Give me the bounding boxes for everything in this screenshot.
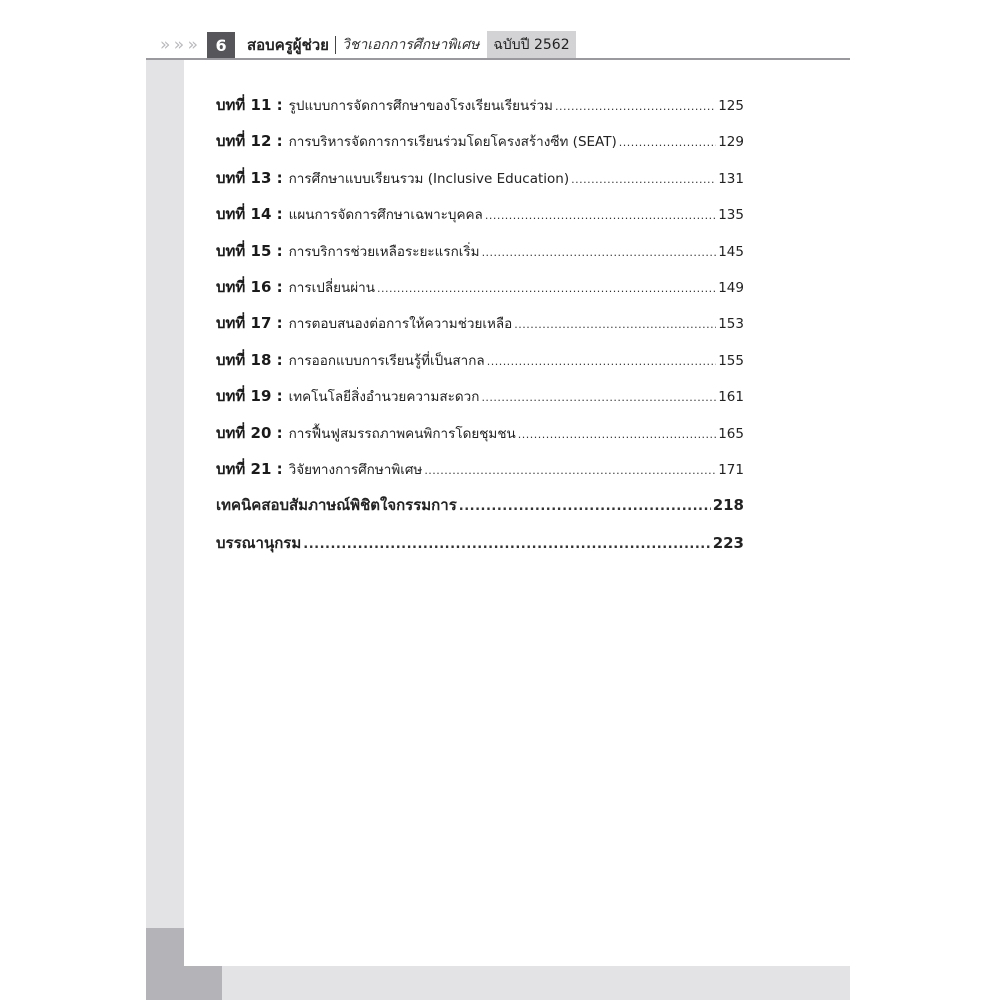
dot-leader — [518, 428, 716, 441]
toc-chapter-label: บทที่ 11 : — [216, 96, 283, 114]
header-rule — [146, 58, 850, 60]
toc-entry-title: การเปลี่ยนผ่าน — [288, 279, 375, 296]
toc-page-number: 171 — [718, 461, 744, 478]
toc-entry-title: การออกแบบการเรียนรู้ที่เป็นสากล — [288, 352, 485, 369]
toc-page-number: 125 — [718, 98, 744, 114]
dot-leader — [424, 464, 716, 477]
toc-entry-title: แผนการจัดการศึกษาเฉพาะบุคคล — [288, 207, 483, 224]
dot-leader — [619, 136, 716, 149]
edition-badge: ฉบับปี 2562 — [487, 31, 575, 59]
toc-entry-title: การบริหารจัดการการเรียนร่วมโดยโครงสร้างซีท (SEAT) — [288, 134, 617, 151]
toc-page-number: 165 — [718, 425, 744, 442]
bottom-margin-band — [146, 966, 850, 1000]
toc-chapter-label: บทที่ 12 : — [216, 132, 283, 151]
toc-entry — [216, 129, 744, 165]
toc-entry-title: เทคนิคสอบสัมภาษณ์พิชิตใจกรรมการ — [216, 496, 457, 515]
toc-entry — [216, 239, 744, 275]
page-header — [160, 32, 850, 58]
chevrons-icon: » » » — [160, 35, 198, 55]
toc-chapter-label: บทที่ 19 : — [216, 387, 283, 406]
dot-leader — [487, 355, 716, 368]
toc-chapter-label: บทที่ 17 : — [216, 314, 283, 333]
dot-leader — [555, 100, 716, 113]
toc-chapter-label: บทที่ 18 : — [216, 350, 283, 369]
toc-page-number: 135 — [718, 207, 744, 224]
left-margin-band — [146, 58, 184, 968]
header-divider — [335, 36, 336, 54]
toc-entry — [216, 348, 744, 384]
dot-leader — [482, 246, 716, 259]
dot-leader — [459, 499, 711, 514]
toc-entry — [216, 275, 744, 311]
dot-leader — [571, 173, 716, 186]
toc-entry-title: การตอบสนองต่อการให้ความช่วยเหลือ — [288, 316, 513, 333]
toc-page-number: 161 — [718, 389, 744, 406]
toc-entry-title: การฟื้นฟูสมรรถภาพคนพิการโดยชุมชน — [288, 425, 516, 442]
bottom-margin-band-accent — [146, 966, 222, 1000]
toc-chapter-label: บทที่ 20 : — [216, 423, 283, 442]
toc-entry-title: การศึกษาแบบเรียนรวม (Inclusive Education) — [288, 170, 570, 187]
toc-chapter-label: บทที่ 13 : — [216, 168, 283, 187]
toc-page-number: 131 — [718, 170, 744, 187]
toc-entry-title: บรรณานุกรม — [216, 534, 302, 553]
toc-chapter-label: บทที่ 15 : — [216, 241, 283, 260]
toc-entry-title: วิจัยทางการศึกษาพิเศษ — [288, 461, 423, 478]
toc-entry — [216, 166, 744, 202]
dot-leader — [485, 209, 716, 222]
toc-entry-title: การบริการช่วยเหลือระยะแรกเริ่ม — [288, 243, 480, 260]
dot-leader — [377, 282, 716, 295]
subject-title: วิชาเอกการศึกษาพิเศษ — [341, 37, 480, 53]
page-number: 6 — [207, 32, 235, 58]
toc-page-number: 145 — [718, 243, 744, 260]
toc-chapter-label: บทที่ 14 : — [216, 205, 283, 224]
toc-page-number: 155 — [718, 352, 744, 369]
toc-entry — [216, 311, 744, 347]
toc-entry — [216, 93, 744, 129]
dot-leader — [481, 391, 716, 404]
toc-page-number: 149 — [718, 279, 744, 296]
toc-entry — [216, 202, 744, 238]
toc-entry — [216, 421, 744, 457]
book-title: สอบครูผู้ช่วย — [247, 36, 329, 54]
toc-chapter-label: บทที่ 21 : — [216, 459, 283, 478]
toc-page-number: 129 — [718, 134, 744, 151]
toc-entry — [216, 384, 744, 420]
toc-chapter-label: บทที่ 16 : — [216, 277, 283, 296]
toc-entry-extra — [216, 531, 744, 569]
toc-page-number: 223 — [712, 534, 744, 553]
toc-entry-title: เทคโนโลยีสิ่งอำนวยความสะดวก — [288, 389, 480, 406]
toc-page-number: 218 — [712, 496, 744, 515]
toc-entry — [216, 457, 744, 493]
toc-entry-extra — [216, 493, 744, 531]
toc-page-number: 153 — [718, 316, 744, 333]
dot-leader — [303, 537, 710, 552]
table-of-contents — [216, 93, 744, 569]
toc-entry-title: รูปแบบการจัดการศึกษาของโรงเรียนเรียนร่วม — [288, 98, 553, 114]
dot-leader — [514, 318, 716, 331]
